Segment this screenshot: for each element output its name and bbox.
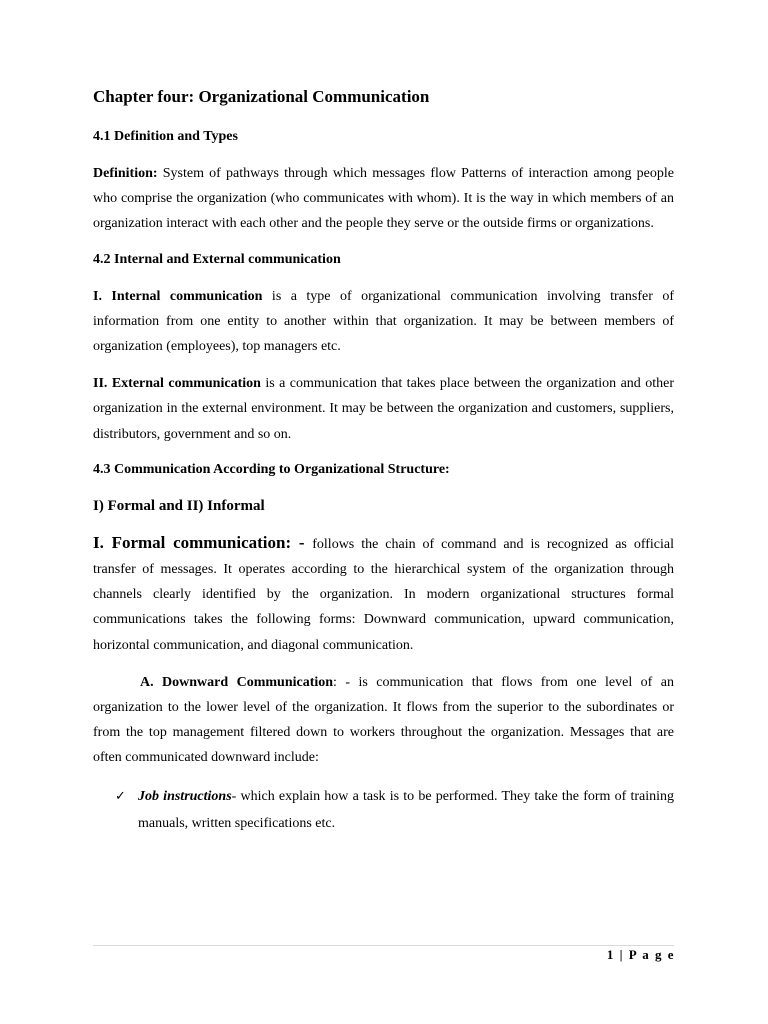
external-communication-text: is a communication that takes place between the organization and other organization in the external environment. It may be between the organization and customers, suppliers, distributors, government and so on. [93, 376, 674, 442]
external-communication-paragraph [93, 371, 674, 447]
footer-divider [93, 945, 674, 946]
definition-paragraph [93, 161, 674, 237]
document-page [93, 84, 674, 837]
section-heading-4-2: 4.2 Internal and External communication [93, 251, 341, 267]
formal-communication-label: I. Formal communication [93, 532, 286, 552]
check-icon: ✓ [115, 788, 126, 804]
external-communication-label: II. External communication [93, 376, 261, 392]
section-heading-4-3: 4.3 Communication According to Organizational Structure: [93, 461, 450, 477]
definition-text: System of pathways through which messages flow Patterns of interaction among people who comprise the organization (who communicates with whom). It is the way in which members of an organization interact with each other and the people they serve or the outside firms or organizations. [93, 166, 674, 232]
list-item [115, 783, 674, 837]
section-heading-4-1: 4.1 Definition and Types [93, 129, 238, 144]
page-number: 1 | P a g e [606, 947, 675, 962]
internal-communication-text: is a type of organizational communication involving transfer of information from one entity to another within that organization. It may be between members of organization (employees), top managers etc. [93, 288, 674, 355]
internal-communication-label: I. Internal communication [93, 288, 263, 304]
downward-communication-paragraph [93, 670, 674, 771]
list-item-text: - which explain how a task is to be performed. They take the form of training manuals, written specifications etc. [138, 788, 674, 831]
formal-communication-separator: : - [285, 532, 313, 552]
formal-informal-subheading: I) Formal and II) Informal [93, 497, 265, 514]
chapter-title: Chapter four: Organizational Communication [93, 87, 430, 106]
list-item-content [138, 783, 674, 837]
downward-communication-text: : - is communication that flows from one level of an organization to the lower level of the organization. It flows from the superior to the subordinates or from the top management filtered down to workers throughout the organization. Messages that are often communicated downward include: [93, 674, 674, 766]
formal-communication-paragraph [93, 530, 674, 658]
definition-label: Definition: [93, 166, 158, 181]
list-item-term: Job instructions [138, 788, 232, 804]
downward-communication-label: A. Downward Communication [140, 674, 334, 690]
formal-communication-text: follows the chain of command and is recognized as official transfer of messages. It operates according to the hierarchical system of the organization through channels clearly identified by the organization. In modern organizational structures formal communications takes the following forms: Downward communication, upward communication, horizontal communication, and diagonal communication. [93, 536, 674, 653]
internal-communication-paragraph [93, 284, 674, 360]
